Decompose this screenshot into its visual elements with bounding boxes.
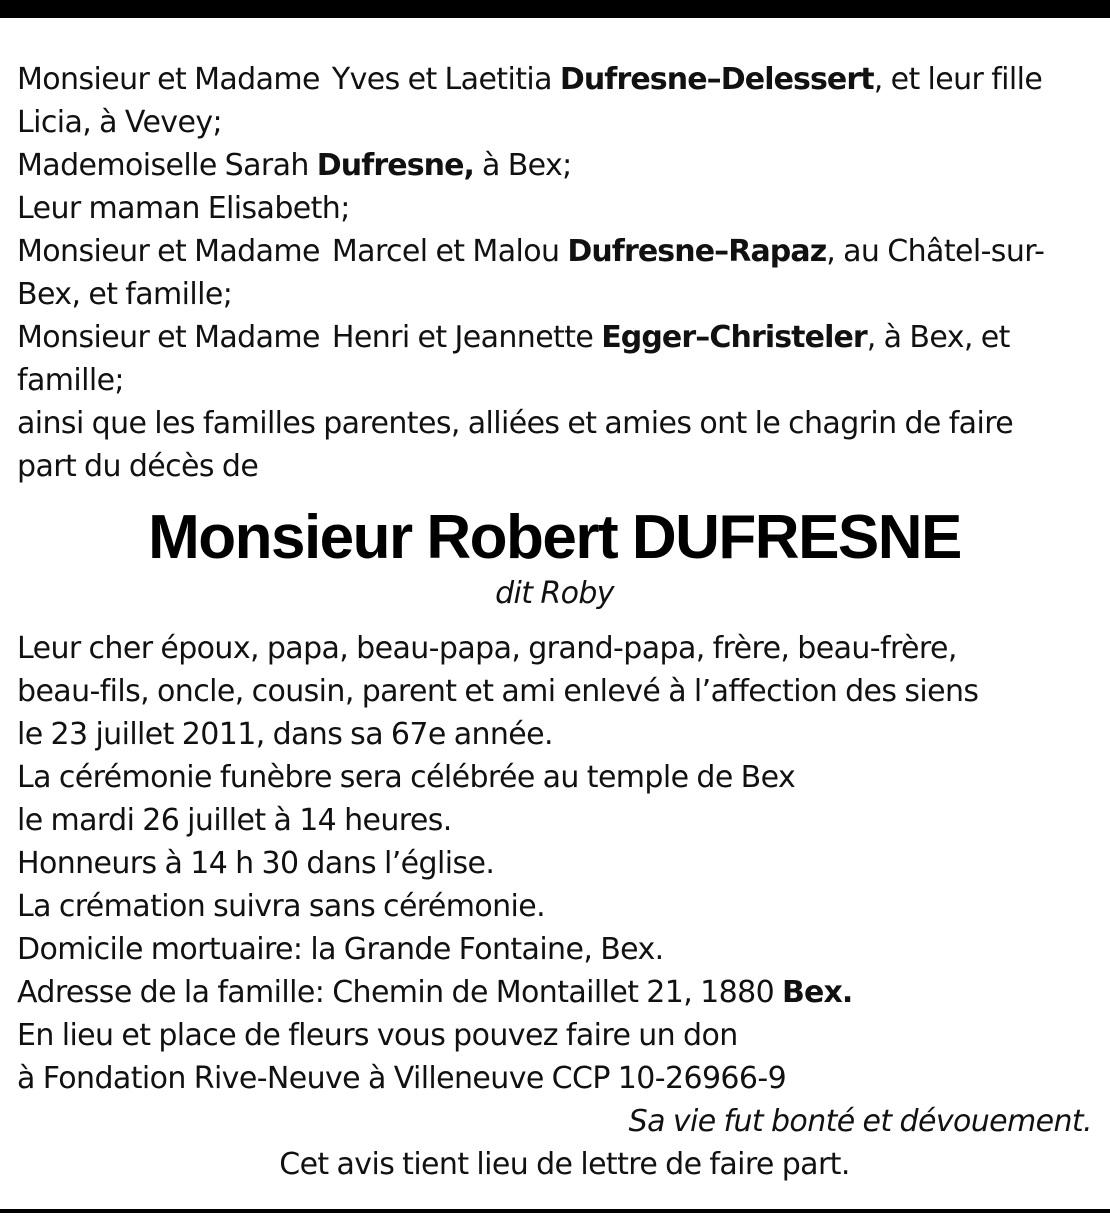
family-line (17, 359, 1092, 402)
family-text: , et leur fille (873, 62, 1043, 97)
family-text: famille; (17, 363, 124, 398)
family-first-names: Marcel et Malou (331, 234, 568, 269)
family-text: Monsieur et Madame (17, 320, 320, 355)
family-text: part du décès de (17, 449, 259, 484)
family-list (17, 58, 1092, 488)
family-text: Monsieur et Madame (17, 62, 320, 97)
deceased-nickname: dit Roby (495, 576, 614, 611)
family-line (17, 101, 1092, 144)
address-town: Bex. (782, 975, 853, 1010)
family-text: à Bex; (474, 148, 572, 183)
family-text: , à Bex, et (866, 320, 1010, 355)
family-first-names: Yves et Laetitia (331, 62, 560, 97)
family-surname: Egger–Christeler (601, 320, 867, 355)
address-text: Adresse de la famille: Chemin de Montaillet 21, 1880 (17, 975, 783, 1010)
donation-line: à Fondation Rive-Neuve à Villeneuve CCP 10-26966-9 (17, 1061, 787, 1096)
body-line: Domicile mortuaire: la Grande Fontaine, Bex. (17, 932, 664, 967)
family-first-names: Henri et Jeannette (331, 320, 602, 355)
family-line (17, 144, 1092, 187)
family-line (17, 316, 1092, 359)
family-text: Licia, à Vevey; (17, 105, 222, 140)
top-border-rule (0, 0, 1110, 18)
family-surname: Dufresne–Rapaz (567, 234, 827, 269)
motto: Sa vie fut bonté et dévouement. (628, 1104, 1092, 1139)
family-line (17, 273, 1092, 316)
family-line (17, 230, 1092, 273)
family-line (17, 58, 1092, 101)
family-line (17, 402, 1092, 445)
family-line (17, 187, 1092, 230)
family-line (17, 445, 1092, 488)
notice-body (17, 627, 1092, 1100)
closing-note: Cet avis tient lieu de lettre de faire part. (279, 1147, 850, 1182)
body-line: La cérémonie funèbre sera célébrée au temple de Bex (17, 760, 796, 795)
body-line: La crémation suivra sans cérémonie. (17, 889, 546, 924)
body-line: le mardi 26 juillet à 14 heures. (17, 803, 452, 838)
family-text: , au Châtel-sur- (826, 234, 1045, 269)
bottom-border-rule (0, 1209, 1110, 1213)
family-text: Bex, et famille; (17, 277, 233, 312)
body-line: le 23 juillet 2011, dans sa 67e année. (17, 717, 553, 752)
deceased-name: Monsieur Robert DUFRESNE (148, 503, 961, 572)
family-text: Mademoiselle Sarah (17, 148, 317, 183)
family-surname: Dufresne, (316, 148, 475, 183)
family-address (17, 971, 1092, 1014)
body-line: Leur cher époux, papa, beau-papa, grand-papa, frère, beau-frère, (17, 631, 957, 666)
donation-line: En lieu et place de fleurs vous pouvez faire un don (17, 1018, 738, 1053)
family-text: Leur maman Elisabeth; (17, 191, 350, 226)
body-line: Honneurs à 14 h 30 dans l’église. (17, 846, 495, 881)
body-line: beau-fils, oncle, cousin, parent et ami enlevé à l’affection des siens (17, 674, 979, 709)
obituary-notice (17, 58, 1092, 1186)
family-text: Monsieur et Madame (17, 234, 320, 269)
family-text: ainsi que les familles parentes, alliées et amies ont le chagrin de faire (17, 406, 1014, 441)
family-surname: Dufresne–Delessert (559, 62, 874, 97)
